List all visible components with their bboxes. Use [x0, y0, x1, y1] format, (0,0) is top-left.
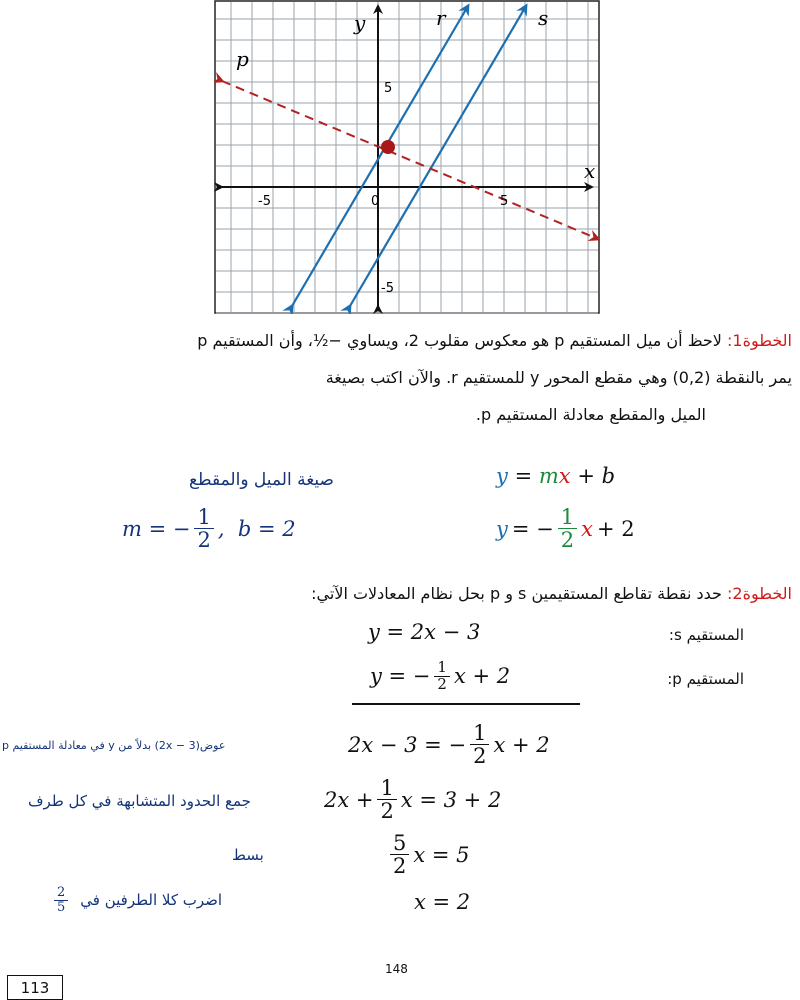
- solve-eq-2: [324, 777, 501, 822]
- s2-num: 1: [377, 777, 396, 800]
- step1-label: الخطوة1:: [727, 331, 792, 350]
- note4-den: 5: [57, 899, 66, 915]
- b-eq: , b = 2: [217, 516, 296, 541]
- s3-num: 5: [390, 832, 409, 855]
- tick-yneg5: -5: [381, 281, 394, 296]
- note4-frac: [54, 886, 68, 914]
- x-axis-label: x: [584, 159, 596, 183]
- s2-den: 2: [380, 799, 394, 824]
- pe-fraction: [558, 506, 577, 551]
- tick-5: 5: [500, 194, 509, 209]
- tick-y5: 5: [384, 81, 393, 96]
- lpe-den: 2: [437, 674, 447, 693]
- step1-line1: لاحظ أن ميل المستقيم p هو معكوس مقلوب 2، ويساوي −½، وأن المستقيم p: [197, 331, 722, 350]
- tick-neg5: -5: [258, 194, 271, 209]
- solve-eq-1: [348, 722, 550, 767]
- solve-note-1: عوض(2x − 3) بدلاً من y في معادلة المستقيم p: [2, 739, 226, 752]
- coordinate-graph: [214, 0, 600, 314]
- page-number: 148: [385, 962, 408, 976]
- s3-frac: [390, 832, 409, 877]
- solve-note-3: بسط: [232, 846, 264, 864]
- solve-eq-4: x = 2: [414, 890, 471, 914]
- step1-line2: يمر بالنقطة (0,2) وهي مقطع المحور y للمستقيم r. والآن اكتب بصيغة: [325, 368, 792, 387]
- solve-note-4: [54, 886, 222, 914]
- s3-den: 2: [393, 854, 407, 879]
- line-s-eq: y = 2x − 3: [368, 620, 481, 644]
- s1-rhs: x + 2: [493, 732, 550, 757]
- s1-num: 1: [470, 722, 489, 745]
- solve-note-2: جمع الحدود المتشابهة في كل طرف: [28, 792, 251, 810]
- pe-den: 2: [560, 528, 575, 553]
- sf-plus-b: + b: [577, 464, 616, 488]
- m-b-values: [122, 506, 296, 551]
- m-eq: m = −: [122, 516, 191, 541]
- box-number: 113: [7, 975, 63, 1000]
- intercept-point: [381, 140, 395, 154]
- sf-eq: =: [514, 464, 533, 488]
- system-rule: [352, 703, 580, 705]
- lpe-b: x + 2: [453, 664, 511, 689]
- slope-form-equation: [496, 464, 615, 488]
- line-p-name: المستقيم p:: [667, 670, 744, 688]
- note4-num: 2: [54, 886, 68, 901]
- line-p-label: p: [236, 47, 249, 71]
- note4-text: اضرب كلا الطرفين في: [80, 891, 223, 910]
- s1-lhs: 2x − 3 = −: [348, 732, 467, 757]
- sf-m: m: [538, 464, 559, 488]
- s2-lhs: 2x +: [324, 787, 374, 812]
- lpe-a: y = −: [370, 664, 431, 689]
- pe-eq: = −: [511, 516, 554, 541]
- step2-text: حدد نقطة تقاطع المستقيمين s و p بحل نظام المعادلات الآتي:: [311, 584, 722, 603]
- step2-label: الخطوة2:: [727, 584, 792, 603]
- pe-y: y: [496, 516, 508, 541]
- graph-svg: [214, 0, 600, 314]
- step1-paragraph: [10, 322, 792, 359]
- step1-line3: الميل والمقطع معادلة المستقيم p.: [475, 405, 706, 424]
- pe-plus: + 2: [596, 516, 635, 541]
- y-axis-label: y: [354, 11, 366, 35]
- solve-eq-3: [390, 832, 470, 877]
- m-num: 1: [194, 506, 213, 529]
- p-equation: [496, 506, 635, 551]
- sf-y: y: [496, 464, 508, 488]
- s2-frac: [377, 777, 396, 822]
- step1-line2-wrap: [102, 359, 792, 396]
- s3-rhs: x = 5: [413, 842, 470, 867]
- tick-0: 0: [371, 194, 380, 209]
- pe-x: x: [581, 516, 593, 541]
- s1-den: 2: [473, 744, 487, 769]
- sf-x: x: [558, 464, 571, 488]
- line-r-label: r: [436, 6, 446, 30]
- line-s-label: s: [538, 6, 549, 30]
- lpe-num: 1: [434, 660, 450, 677]
- lpe-frac: [434, 660, 450, 693]
- slope-form-label: صيغة الميل والمقطع: [189, 470, 334, 490]
- pe-num: 1: [558, 506, 577, 529]
- step2-paragraph: [311, 584, 792, 603]
- step1-line3-wrap: [476, 396, 706, 433]
- line-s-name: المستقيم s:: [668, 626, 744, 644]
- line-p-eq: [370, 660, 510, 693]
- m-den: 2: [197, 528, 211, 553]
- s1-frac: [470, 722, 489, 767]
- m-fraction: [194, 506, 213, 551]
- s2-rhs: x = 3 + 2: [400, 787, 502, 812]
